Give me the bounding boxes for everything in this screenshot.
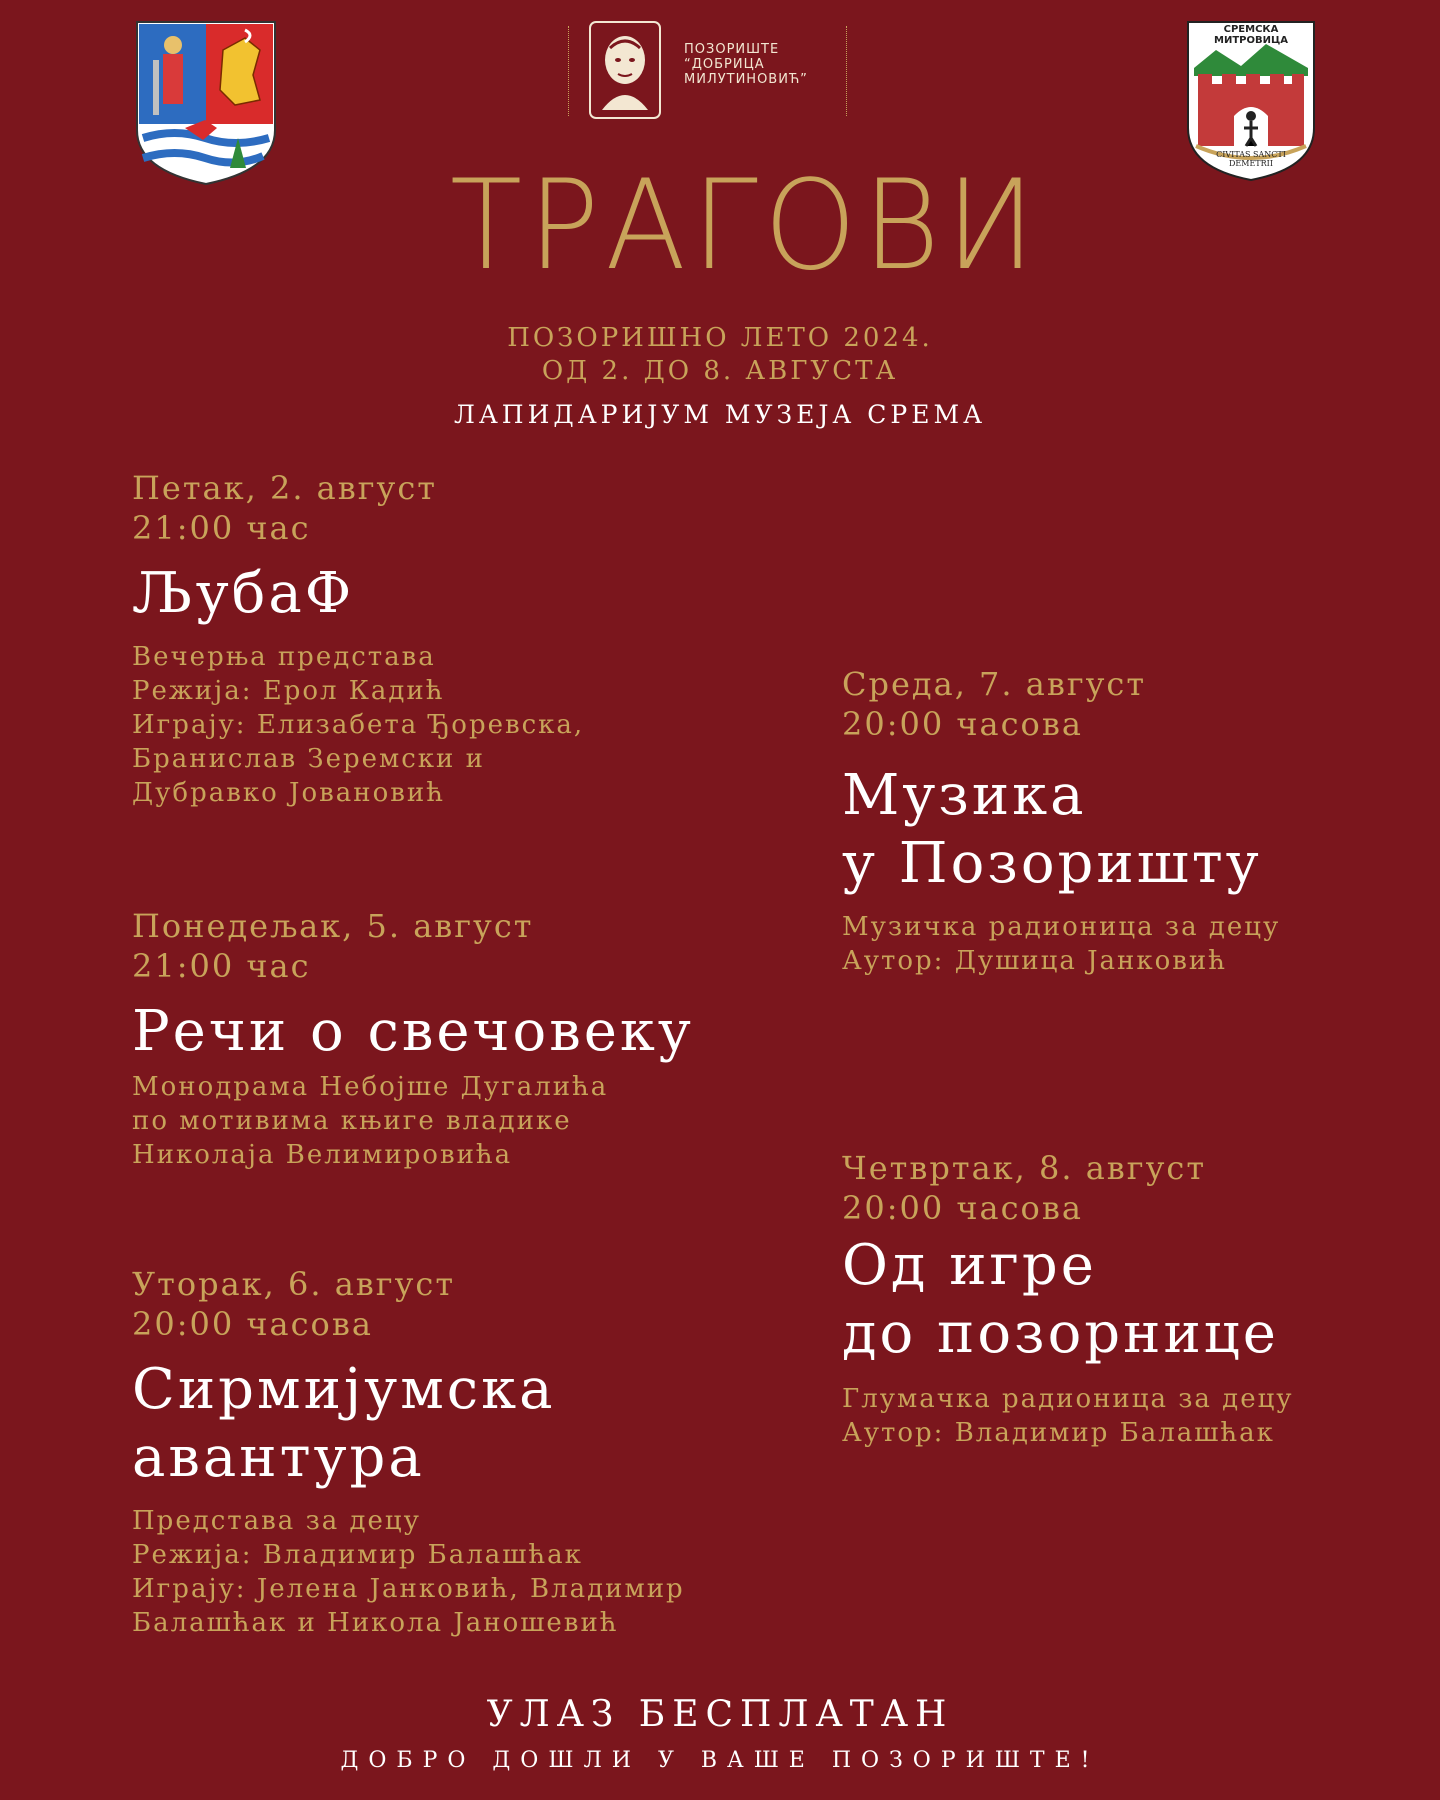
event-description-line: Аутор: Владимир Балашћак [842,1418,1275,1448]
event-description-line: Аутор: Душица Јанковић [842,946,1227,976]
event-description-line: Глумачка радионица за децу [842,1384,1294,1414]
event-date: Петак, 2. август [132,469,437,507]
event-time: 21:00 час [132,947,311,985]
event-description-line: Балашћак и Никола Јаношевић [132,1608,619,1638]
event-time: 20:00 часова [132,1305,373,1343]
festival-title-block [450,150,1041,300]
event-description [132,1070,694,1172]
festival-subtitle-line: ОД 2. ДО 8. АВГУСТА [541,356,899,386]
event-date: Среда, 7. август [842,665,1147,703]
event-description [842,1382,1294,1450]
event-description-line: Представа за децу [132,1506,421,1536]
event-time: 20:00 часова [842,705,1083,743]
event-description-line: Играју: Јелена Јанковић, Владимир [132,1574,685,1604]
event-title [842,1232,1294,1368]
event-title-line: Музика [842,763,1087,828]
theatre-portrait-icon [588,20,662,120]
event-description-line: Режија: Ерол Кадић [132,676,445,706]
event-title-line: Сирмијумска [132,1357,556,1422]
event-description [132,1504,685,1640]
free-entry-notice: УЛАЗ БЕСПЛАТАН [486,1694,954,1735]
event-block [132,1264,685,1640]
event-block [842,1148,1294,1450]
theatre-name: ПОЗОРИШТЕ “ДОБРИЦА МИЛУТИНОВИЋ” [684,42,808,87]
event-date: Уторак, 6. август [132,1265,456,1303]
event-description-line: Николаја Велимировића [132,1140,513,1170]
event-title-line: до позорнице [842,1301,1279,1366]
event-title-line: Речи о свечовеку [132,999,694,1064]
event-description-line: Монодрама Небојше Дугалића [132,1072,609,1102]
event-description [842,910,1280,978]
event-time: 21:00 час [132,509,311,547]
event-title [132,560,584,628]
event-title [132,1356,685,1492]
event-description-line: Музичка радионица за децу [842,912,1281,942]
event-description-line: Дубравко Јовановић [132,778,445,808]
festival-title: ТРАГОВИ [450,152,1041,298]
event-time: 20:00 часова [842,1189,1083,1227]
event-title-line: ЉубаФ [132,561,355,626]
event-description-line: Режија: Владимир Балашћак [132,1540,583,1570]
event-title-line: Од игре [842,1233,1097,1298]
event-date: Четвртак, 8. август [842,1149,1207,1187]
theatre-logo [568,20,848,124]
event-date: Понедељак, 5. август [132,907,534,945]
event-block [132,468,584,810]
festival-subtitle-line: ПОЗОРИШНО ЛЕТО 2024. [507,323,933,353]
event-description-line: Вечерња представа [132,642,436,672]
event-title-line: авантура [132,1425,425,1490]
event-title [132,998,694,1066]
welcome-message: ДОБРО ДОШЛИ У ВАШЕ ПОЗОРИШТЕ! [340,1748,1100,1773]
event-description-line: Играју: Елизабета Ђоревска, [132,710,585,740]
festival-subtitle [400,322,1040,388]
event-description-line: Бранислав Зеремски и [132,744,485,774]
event-description-line: по мотивима књиге владике [132,1106,572,1136]
sremska-mitrovica-coat-of-arms [1186,20,1316,182]
city-coat-motto: CIVITAS SANCTI DEMETRII [1216,150,1286,168]
city-coat-label: СРЕМСКА МИТРОВИЦА [1214,24,1288,46]
event-title [842,762,1280,898]
event-description [132,640,584,810]
festival-venue: ЛАПИДАРИЈУМ МУЗЕЈА СРЕМА [453,400,987,429]
event-block [842,664,1280,978]
event-title-line: у Позоришту [842,831,1262,896]
vojvodina-coat-of-arms [135,20,277,186]
event-block [132,906,694,1172]
